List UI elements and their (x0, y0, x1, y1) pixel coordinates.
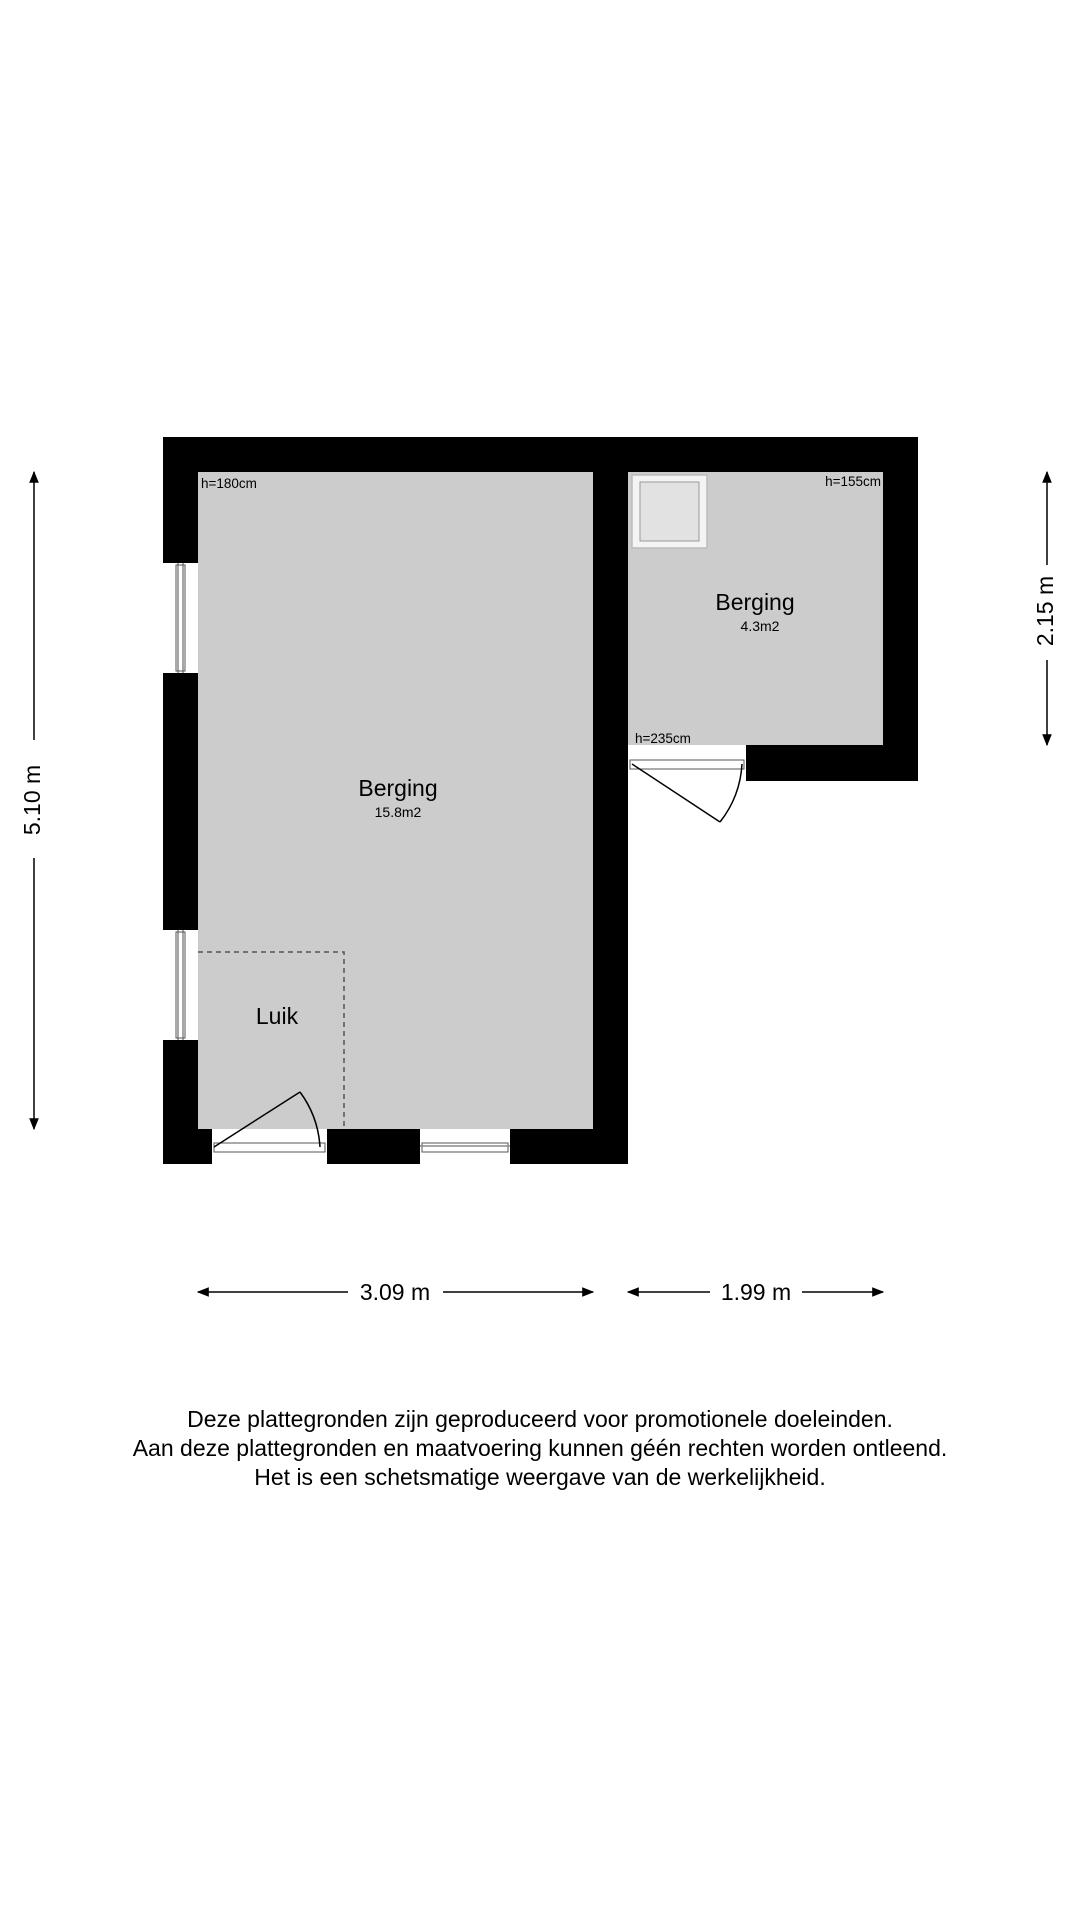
large-room-area: 15.8m2 (374, 804, 422, 820)
door-small-room (628, 745, 746, 822)
disclaimer-line-2: Aan deze plattegronden en maatvoering kunnen géén rechten worden ontleend. (132, 1435, 948, 1461)
door-height: h=235cm (635, 731, 691, 746)
small-room-width-label: 1.99 m (720, 1279, 792, 1305)
large-room-width-label: 3.09 m (359, 1279, 431, 1305)
window-bottom (420, 1129, 510, 1164)
dimension-small-room-height (1032, 472, 1058, 745)
disclaimer (0, 1405, 1080, 1492)
dimension-total-height (19, 472, 45, 1129)
disclaimer-line-1: Deze plattegronden zijn geproduceerd voor promotionele doeleinden. (187, 1406, 893, 1432)
total-height-label: 5.10 m (19, 764, 46, 836)
large-room-height: h=180cm (201, 476, 257, 491)
disclaimer-line-3: Het is een schetsmatige weergave van de werkelijkheid. (254, 1464, 826, 1490)
utility-box-icon (632, 475, 707, 548)
small-room-name: Berging (715, 589, 795, 615)
small-room-area: 4.3m2 (740, 618, 780, 634)
small-room-height: h=155cm (825, 474, 881, 489)
dimension-small-room-width (628, 1279, 883, 1305)
dimension-large-room-width (198, 1279, 593, 1305)
large-room-name: Berging (358, 775, 438, 801)
hatch-label: Luik (255, 1003, 299, 1029)
window-left-lower (163, 930, 198, 1040)
window-left-upper (163, 563, 198, 673)
small-room-height-dim-label: 2.15 m (1032, 575, 1059, 647)
